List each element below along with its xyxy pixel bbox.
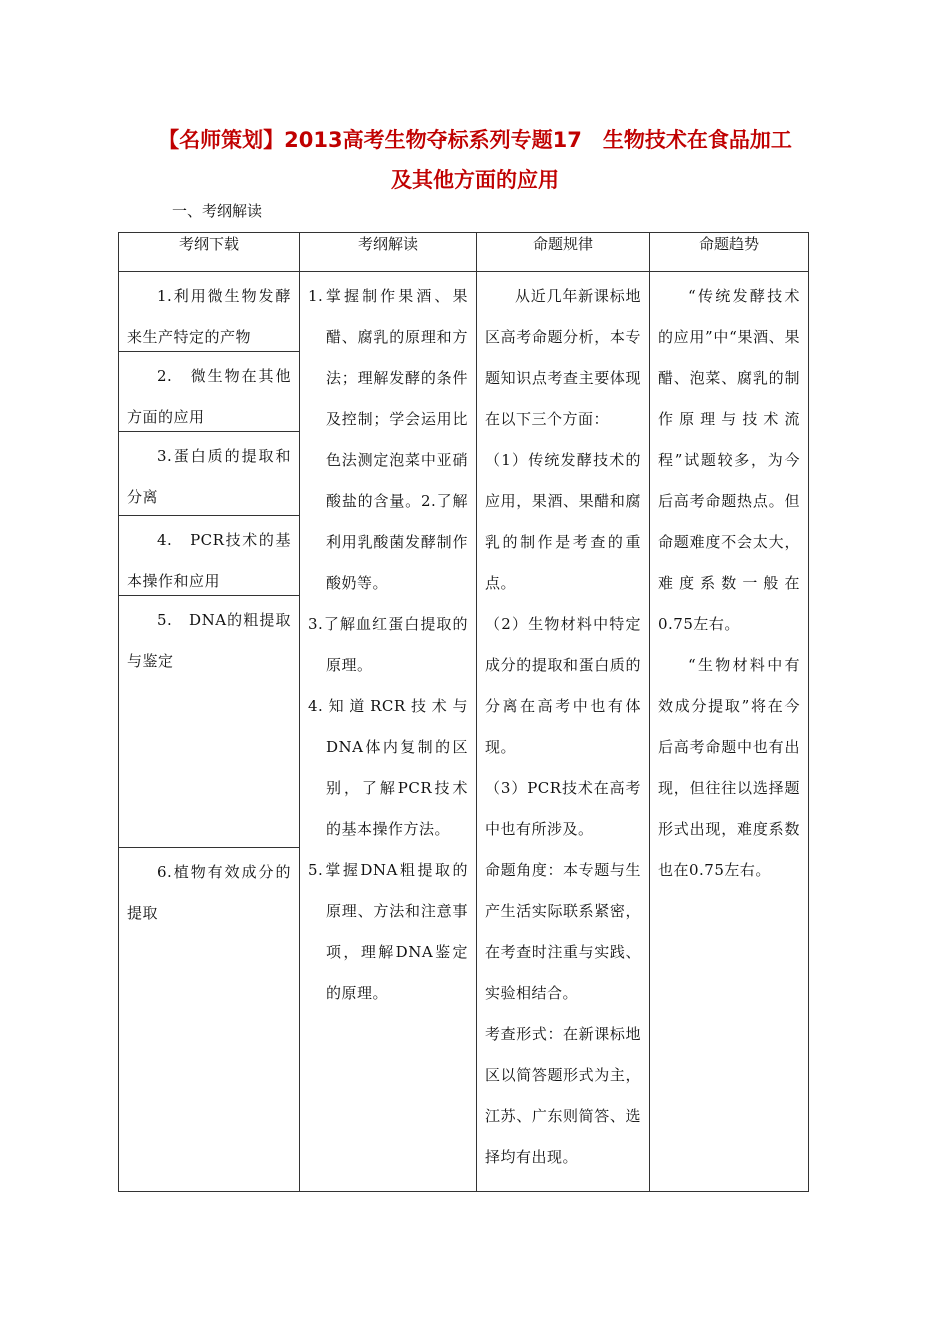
header-download: 考纲下载 bbox=[119, 233, 300, 272]
trend-column bbox=[650, 272, 809, 1192]
header-trend: 命题趋势 bbox=[650, 233, 809, 272]
exam-outline-table bbox=[118, 232, 809, 1192]
document-title bbox=[120, 120, 830, 200]
trend-paragraph-2: “生物材料中有效成分提取”将在今后高考命题中也有出现，但往往以选择题形式出现，难度系数也在0.75左右。 bbox=[658, 656, 800, 879]
header-pattern: 命题规律 bbox=[477, 233, 650, 272]
table-header-row bbox=[119, 233, 809, 272]
document-title-line-1: 【名师策划】2013高考生物夺标系列专题17 生物技术在食品加工 bbox=[158, 128, 792, 152]
interpretation-item-4: 5.掌握DNA粗提取的原理、方法和注意事项，理解DNA鉴定的原理。 bbox=[308, 861, 468, 1002]
interpretation-item-1: 1.掌握制作果酒、果醋、腐乳的原理和方法；理解发酵的条件及控制；学会运用比色法测定泡菜中亚硝酸盐的含量。2.了解利用乳酸菌发酵制作酸奶等。 bbox=[308, 287, 468, 592]
trend-paragraph-1: “传统发酵技术的应用”中“果酒、果醋、泡菜、腐乳的制作原理与技术流程”试题较多，为今后高考命题热点。但命题难度不会太大，难度系数一般在0.75左右。 bbox=[658, 287, 800, 633]
interpretation-item-3: 4.知道RCR技术与DNA体内复制的区别，了解PCR技术的基本操作方法。 bbox=[308, 697, 468, 838]
interpretation-column bbox=[300, 272, 477, 1192]
pattern-paragraph-1: 从近几年新课标地区高考命题分析，本专题知识点考查主要体现在以下三个方面： bbox=[485, 287, 641, 428]
download-item-4: 4. PCR技术的基本操作和应用 bbox=[119, 516, 299, 596]
download-item-2: 2. 微生物在其他方面的应用 bbox=[119, 352, 299, 432]
header-interpretation: 考纲解读 bbox=[300, 233, 477, 272]
download-item-1: 1.利用微生物发酵来生产特定的产物 bbox=[119, 272, 299, 352]
interpretation-item-2: 3.了解血红蛋白提取的原理。 bbox=[308, 615, 468, 674]
pattern-paragraph-2: （1）传统发酵技术的应用，果酒、果醋和腐乳的制作是考查的重点。 bbox=[485, 451, 641, 592]
table-body-row bbox=[119, 272, 809, 1192]
pattern-paragraph-4: （3）PCR技术在高考中也有所涉及。 bbox=[485, 779, 641, 838]
pattern-paragraph-3: （2）生物材料中特定成分的提取和蛋白质的分离在高考中也有体现。 bbox=[485, 615, 641, 756]
pattern-paragraph-6: 考查形式：在新课标地区以简答题形式为主，江苏、广东则简答、选择均有出现。 bbox=[485, 1025, 641, 1166]
document-title-line-2: 及其他方面的应用 bbox=[391, 168, 559, 192]
download-column bbox=[119, 272, 300, 1192]
pattern-paragraph-5: 命题角度：本专题与生产生活实际联系紧密，在考查时注重与实践、实验相结合。 bbox=[485, 861, 641, 1002]
download-item-6: 6.植物有效成分的提取 bbox=[127, 863, 291, 922]
pattern-column bbox=[477, 272, 650, 1192]
download-item-3: 3.蛋白质的提取和分离 bbox=[119, 432, 299, 516]
download-item-5: 5. DNA的粗提取与鉴定 bbox=[119, 596, 299, 848]
section-heading: 一、考纲解读 bbox=[172, 202, 263, 220]
